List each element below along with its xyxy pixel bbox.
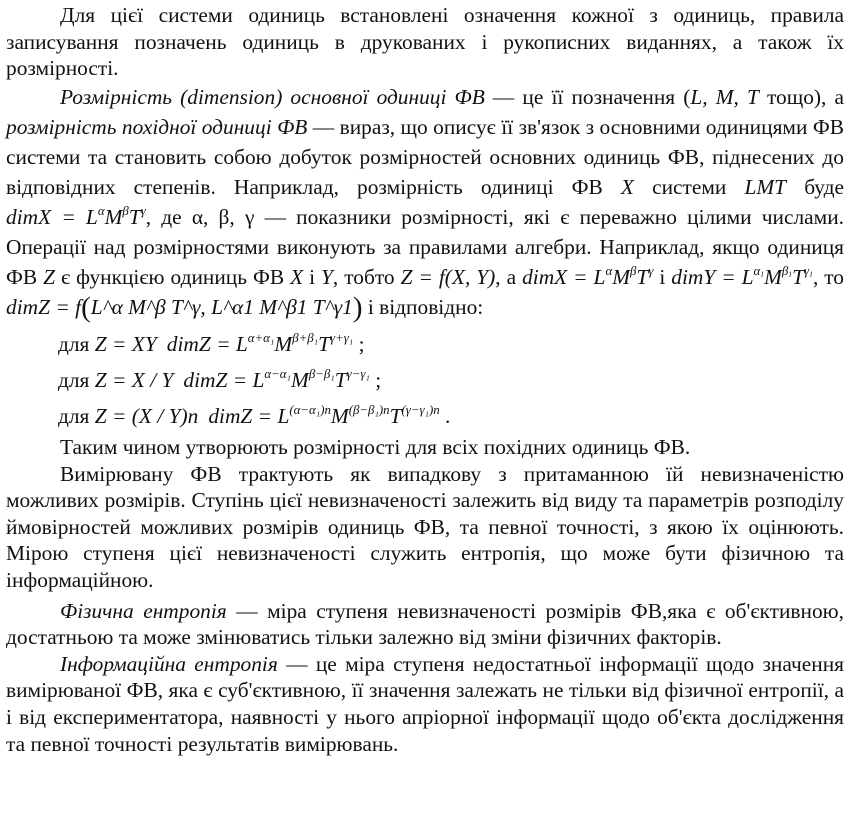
text-fragment: , де α, β, γ — показники розмірності, які є переважно цілими числами. Операції над розмірностями виконують за правилами алгебри. Наприклад, якщо одиниця ФВ [6, 204, 844, 289]
term-information-entropy: Інформаційна ентропія [60, 651, 278, 676]
text-fragment: тощо), а [758, 84, 844, 109]
formula-dimz-args: L^α M^β T^γ, L^α1 M^β1 T^γ1 [90, 294, 353, 319]
var-y: Y [321, 264, 333, 289]
paragraph-derived-units: Таким чином утворюють розмірності для всіх похідних одиниць ФВ. [60, 435, 691, 460]
paragraph-uncertainty: Вимірювану ФВ трактують як випадкову з притаманною їй невизначеністю можливих розмірів. Ступінь цієї невизначеності залежить від виду та параметрів розподілу ймовірностей можливих розмірів одиниць ФВ, та певної точності, з якою їх оцінюють. Мірою ступеня цієї невизначеності служить ентропія, що може бути фізичною та інформаційною. [6, 461, 844, 593]
text-fragment: — це міра ступеня недостатньої інформації щодо значення вимірюваної ФВ, яка є суб'єктивною, її значення залежать не тільки від фізичної ентропії, а і від експериментатора, наявності у нього апріорної інформації щодо об'єкта дослідження та певної точності результатів вимірювань. [6, 651, 844, 756]
formula-row-power: для Z = (X / Y)n dimZ = $L^{(\alpha-\alpha_1)n}M^{(\beta-\beta_1)n}T^{(\gamma-\gamma_1)n}$ . [58, 402, 451, 429]
text-fragment: і відповідно: [362, 294, 484, 319]
var-x: X [620, 174, 634, 199]
paragraph-dimension [6, 82, 844, 322]
text-fragment: — вираз, що описує її зв'язок з основними одиницями ФВ системи та становить собою добуток розмірностей основних одиниць ФВ, піднесених до відповідних степенів. Наприклад, розмірність одиниці ФВ [6, 114, 844, 199]
text-fragment: , а [495, 264, 523, 289]
text-fragment: є функцією одиниць ФВ [55, 264, 291, 289]
var-z: Z [43, 264, 56, 289]
dims-list: L, M, T [690, 84, 759, 109]
formula-dimx-2: dimX = $L^\alpha M^\beta T^\gamma$ [522, 263, 654, 289]
text-fragment: , то [812, 264, 845, 289]
term-physical-entropy: Фізична ентропія [60, 598, 227, 623]
formula-dimy: dimY = $L^{\alpha_1}M^{\beta_1}T^{\gamma_1}$ [671, 263, 813, 289]
term-derived-dimension: розмірність похідної одиниці ФВ [6, 114, 308, 139]
formula-function: Z = f(X, Y) [400, 264, 496, 289]
formula-row-quotient: для Z = X / Y dimZ = $L^{\alpha-\alpha_1}M^{\beta-\beta_1}T^{\gamma-\gamma_1}$ ; [58, 366, 382, 393]
paragraph-physical-entropy [6, 598, 844, 651]
document-page [6, 2, 844, 757]
text-fragment: буде [786, 174, 844, 199]
text-fragment: , тобто [332, 264, 401, 289]
text-fragment: і [303, 264, 322, 289]
formula-dimx: dimX = $L^\alpha M^\beta T^\gamma$ [6, 203, 146, 229]
formula-row-product: для Z = XY dimZ = $L^{\alpha+\alpha_1}M^{\beta+\beta_1}T^{\gamma+\gamma_1}$ ; [58, 330, 365, 357]
system-lmt: LMT [744, 174, 787, 199]
text-fragment: — це її позначення ( [484, 84, 691, 109]
term-base-dimension: Розмірність (dimension) основної одиниці ФВ [60, 84, 485, 109]
var-x: X [290, 264, 304, 289]
formula-list [6, 326, 844, 434]
formula-dimz: dimZ = f(L^α M^β T^γ, L^α1 M^β1 T^γ1) [6, 291, 363, 324]
paragraph-units-system: Для цієї системи одиниць встановлені означення кожної з одиниць, правила записування позначень одиниць в друкованих і рукописних виданнях, а також їх розмірності. [6, 3, 844, 81]
text-fragment: — міра ступеня невизначеності розмірів ФВ,яка є об'єктивною, достатньою та може змінюватись тільки залежно від зміни фізичних факторів. [6, 598, 844, 650]
text-fragment: системи [634, 174, 745, 199]
paragraph-information-entropy [6, 651, 844, 757]
text-fragment: і [653, 264, 672, 289]
